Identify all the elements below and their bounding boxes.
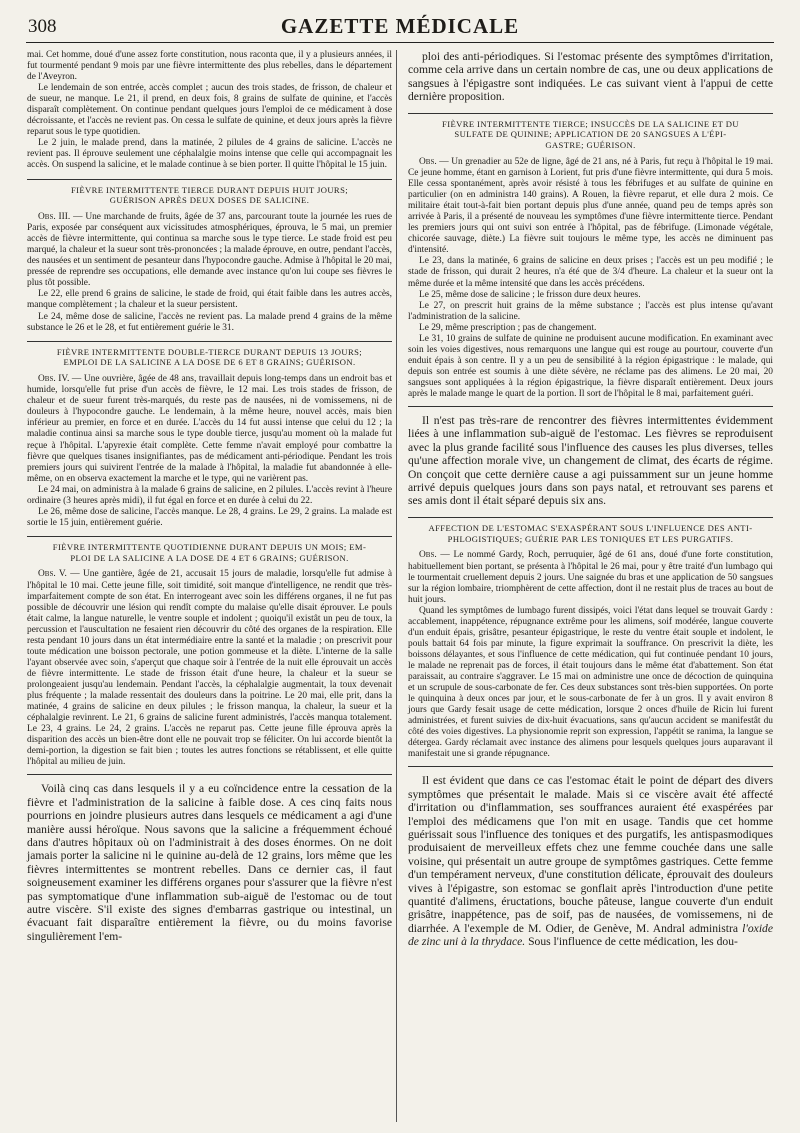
- observation: [27, 374, 392, 484]
- separator-rule: [408, 766, 773, 767]
- italic-text: l'oxide de zinc uni à la thrydace.: [408, 921, 773, 949]
- observation-text: — Une marchande de fruits, âgée de 37 ans, parcourant toute la journée les rues de Paris, exposée par conséquent aux vicissitudes atmosphériques, éprouva, le 5 mai, un premier accès de fièvre intermittente, qui continua sa marche sous le type tierce. Le stade froid est peu marqué, la chaleur et la sueur sont très-prononcées ; la malade éprouve, en outre, pendant l'accès, des nausées et un sentiment de pesanteur dans l'hypocondre gauche. Admise à l'hôpital le 20 mai, pressée de reprendre ses occupations, elle demande avec instance qu'on lui coupe ses fièvres le plus tôt possible.: [27, 212, 392, 289]
- paragraph: Le 27, on prescrit huit grains de la même substance ; l'accès est plus intense qu'avant l'administration de la salicine.: [408, 300, 773, 322]
- paragraph: Il n'est pas très-rare de rencontrer des fièvres intermittentes évidemment liées à une inflammation sub-aiguë de l'estomac. Les fièvres se reproduisent avec la plus grande facilité sous l'influence des causes les plus diverses, telles qu'une affection morale vive, un changement de climat, des écarts de régime. On conçoit que cette dernière cause a agi puissamment sur un jeune homme arrivé depuis quelques jours dans son pays natal, et retrouvant ses parens et ses amis dont il était séparé depuis six ans.: [408, 414, 773, 508]
- section-heading: [27, 179, 392, 207]
- observation-label: Obs. III.: [38, 212, 71, 223]
- page-number: 308: [28, 16, 57, 37]
- paragraph: Le 29, même prescription ; pas de changement.: [419, 322, 597, 333]
- paragraph-text: Il est évident que dans ce cas l'estomac était le point de départ des divers symptômes que présentait le malade. Mais si ce viscère avait été affecté d'irritation ou d'inflammation, ses souffrances auraient été exaspérées par l'emploi des médicamens que l'on mit en usage. Tandis que cet homme guérissait sous l'influence des toniques et des purgatifs, les antispasmodiques produisaient de merveilleux effets chez une femme couchée dans une salle voisine, qui présentait un autre groupe de symptômes gastriques. Cette femme d'un tempérament nerveux, d'une constitution délicate, éprouvait des douleurs vives à l'épigastre, son estomac se gonflait après l'introduction d'une petite quantité d'alimens, éructations, bouche pâteuse, langue couverte d'un enduit grisâtre, inappétence, pas de soif, pas de nausées, de vomissemens, ni de diarrhée. A l'exemple de M. Odier, de Genève, M. Andral administra: [408, 774, 773, 935]
- observation-label: Obs. IV.: [38, 374, 70, 385]
- paragraph: ploi des anti-périodiques. Si l'estomac présente des symptômes d'irritation, comme cela arrive dans un certain nombre de cas, une ou deux applications de sangsues à l'épigastre sont indiquées. Le cas suivant vient à l'appui de cette dernière proposition.: [408, 50, 773, 104]
- header-rule: [26, 42, 774, 43]
- masthead-title: GAZETTE MÉDICALE: [280, 14, 520, 38]
- heading-line: FIÈVRE INTERMITTENTE TIERCE DURANT DEPUIS HUIT JOURS;: [70, 184, 349, 195]
- separator-rule: [408, 406, 773, 407]
- paragraph: Le 31, 10 grains de sulfate de quinine ne produisent aucune modification. En examinant avec soin les voies digestives, nous remarquons une langue qui est rouge au pourtour, couverte d'un enduit épais à son centre. Il y a un peu de sensibilité à la région épigastrique : le malade, qui depuis son entrée est soumis à une diète sévère, ne réclame pas des alimens. Le 20 mai, 20 sangsues sont appliquées à la région épigastrique, la fièvre disparaît entièrement. Deux jours après le malade mange le quart de la portion. Il sort de l'hôpital le 8 mai, parfaitement guéri.: [408, 333, 773, 399]
- heading-line: GUÉRISON APRÈS DEUX DOSES DE SALICINE.: [109, 195, 310, 206]
- right-column: [408, 50, 773, 949]
- heading-line: GASTRE; GUÉRISON.: [545, 140, 636, 151]
- page-header: [26, 14, 774, 38]
- section-heading: [27, 341, 392, 369]
- heading-line: EMPLOI DE LA SALICINE A LA DOSE DE 6 ET 8 GRAINS; GUÉRISON.: [63, 357, 356, 368]
- separator-rule: [27, 774, 392, 775]
- observation: [408, 157, 773, 256]
- observation-label: Obs.: [419, 157, 437, 168]
- heading-line: PLOI DE LA SALICINE A LA DOSE DE 4 ET 6 GRAINS; GUÉRISON.: [70, 552, 349, 563]
- paragraph: Le 26, même dose de salicine, l'accès manque. Le 28, 4 grains. Le 29, 2 grains. La malade est sortie le 15 juin, entièrement guérie.: [27, 506, 392, 528]
- section-heading: [27, 536, 392, 564]
- observation-text: — Une ouvrière, âgée de 48 ans, travaillait depuis long-temps dans un endroit bas et humide, lorsqu'elle fut prise d'un accès de fièvre, le 12 mai. Les trois stades de frisson, de chaleur et de sueur furent très-marqués, du reste pas de nausées, ni de vomissemens, ni de douleurs à l'hypocondre gauche. Le lendemain, à la même heure, nouvel accès, mais bien inférieur au premier, en force et en durée. L'accès du 14 fut aussi intense que celui du 12 ; la maladie continua ainsi sa marche sous le type double tierce, jusqu'au moment où la malade fut reçue à l'hôpital. L'apyrexie était complète. Cette femme n'avait employé pour combattre la fièvre que quelques tisanes insignifiantes, pas de médicament anti-périodique. Pendant les trois premiers jours qui suivirent l'entrée de la malade à l'hôpital, la maladie fut abandonnée à elle-même, on en observa exactement la marche et le type, qui ne varièrent pas.: [27, 374, 393, 484]
- commentary: [408, 774, 773, 948]
- paragraph: Quand les symptômes de lumbago furent dissipés, voici l'état dans lequel se trouvait Gardy : accablement, inappétence, répugnance extrême pour les alimens, soif modérée, langue couverte d'un enduit épais, grisâtre, pesanteur épigastrique, le reste du ventre était souple et indolent, le pouls battait 64 fois par minute, la figure exprimait la souffrance. On prescrivit la diète, les boissons délayantes, et sous l'influence de cette médication, qui fut continuée pendant 10 jours, le malade ne reprenait pas de forces, il était toujours dans le même état d'abattement. Son état paraissait, au contraire s'aggraver. Le 15 mai on administre une once de décoction de quinquina et un scrupule de sous-carbonate de fer. Ces deux substances sont très-bien supportées. On porte le quinquina à deux onces par jour, et le sous-carbonate de fer à un gros. Il y avait environ 8 jours que Gardy fesait usage de cette médication, lorsque 2 onces d'huile de Ricin lui furent administrées, et furent suivies de dix-huit évacuations, sans qu'aucun accident se manifestât du côté des voies digestives. La physionomie reprit son expression, l'appétit se ranima, la langue se détergea. Gardy réclamait avec instance des alimens pour lesquels quelques jours auparavant il manifestait une si grande répugnance.: [408, 605, 773, 760]
- left-column: [27, 50, 392, 943]
- paragraph: Le lendemain de son entrée, accès complet ; aucun des trois stades, de frisson, de chaleur et de sueur, ne manque. Le 21, il prend, en deux fois, 8 grains de sulfate de quinine, et l'accès disparaît complètement. On continue pendant quelques jours l'emploi de ce médicament à dose décroissante, et l'accès ne revient pas. On cessa le sulfate de quinine, et deux jours après la fièvre reparut sous le type quotidien.: [27, 83, 392, 138]
- paragraph: Le 2 juin, le malade prend, dans la matinée, 2 pilules de 4 grains de salicine. L'accès ne revient pas. Il éprouve seulement une céphalalgie moins intense que celle qui accompagnait les accès. On suspend la salicine, et le malade continue à se bien porter. Il quitte l'hôpital le 15 juin.: [27, 138, 392, 171]
- observation-text: — Le nommé Gardy, Roch, perruquier, âgé de 61 ans, doué d'une forte constitution, habituellement bien portant, se présenta à l'hôpital le 26 mai, pour y être traité d'un lumbago qui le tourmentait cruellement depuis 2 jours. Une saignée du bras et une application de 50 sangsues sur la région lombaire, triomphèrent de cette affection, dont il ne restait plus de traces au bout de huit jours.: [408, 550, 773, 605]
- observation: [27, 569, 392, 768]
- observation: [27, 212, 392, 289]
- commentary: [408, 50, 773, 104]
- paragraph: Le 24, même dose de salicine, l'accès ne revient pas. La malade prend 4 grains de la même substance le 26 et le 28, et fut entièrement guérie le 31.: [27, 311, 392, 333]
- paragraph: Voilà cinq cas dans lesquels il y a eu coïncidence entre la cessation de la fièvre et l'administration de la salicine à faible dose. A ces cinq faits nous pourrions en joindre plusieurs autres dans lesquels ce médicament a agi d'une manière aussi héroïque. Nous savons que la salicine a fréquemment échoué dans d'autres hôpitaux où on l'administrait à des doses énormes. On ne doit jamais porter la salicine ni le quinine au-delà de 12 grains, lors même que les fièvres intermittentes se montrent rebelles. Dans ce dernier cas, il faut soigneusement examiner les différens organes pour s'assurer que la fièvre n'est pas symptomatique d'une inflammation sub-aiguë de l'estomac ou de tout autre viscère. S'il existe des signes d'embarras gastrique ou intestinal, un évacuant fait disparaître entièrement la fièvre, ou du moins favorise singulièrement l'em-: [27, 782, 392, 943]
- paragraph-text: Sous l'influence de cette médication, les dou-: [525, 935, 738, 949]
- heading-line: FIÈVRE INTERMITTENTE DOUBLE-TIERCE DURANT DEPUIS 13 JOURS;: [56, 346, 363, 357]
- paragraph: Le 24 mai, on administra à la malade 6 grains de salicine, en 2 pilules. L'accès revint à l'heure ordinaire (3 heures après midi), il fut égal en force et en durée à celui du 22.: [27, 484, 392, 506]
- observation-text: — Une gantière, âgée de 21, accusait 15 jours de maladie, lorsqu'elle fut admise à l'hôpital le 10 mai. Cette jeune fille, soit timidité, soit manque d'intelligence, ne rendit que très-imparfaitement compte de son état. En interrogeant avec soin les différens organes, il ne fut pas possible de découvrir une lésion qui rendît compte du malaise qu'elle disait éprouver. Le pouls était calme, la langue naturelle, le ventre souple et indolent ; quoiqu'il existât un peu de toux, la percussion et l'auscultation ne fesaient rien découvrir du côté des organes de la respiration. Elle resta pendant 10 jours dans un état intermédiaire entre la santé et la maladie ; on prescrivit pour toute médication une boisson pectorale, une potion gommeuse et la diète. L'interne de la salle l'ayant observée avec soin, s'aperçut que chaque soir à l'entrée de la nuit elle éprouvait un accès de fièvre intermittente. Le stade de frisson était d'une heure, la chaleur et la sueur se prolongeaient jusqu'au lendemain. Pendant l'accès, la céphalalgie augmentait, la toux devenait plus fréquente ; la malade ressentait des douleurs dans la poitrine. Le 20 mai, elle prit, dans la matinée, 4 grains de salicine en deux pilules ; le frisson manqua, la chaleur, la sueur et la céphalalgie revinrent. Le 21, 6 grains de salicine furent administrés, l'accès manqua totalement. Le 23, 4 grains. Le 24, 2 grains. L'accès ne reparut pas. Cette jeune fille éprouva après la disparition des accès un bien-être dont elle ne pouvait trop se féliciter. On lui accorde bientôt la demi-portion, la digestion se fait bien ; toutes les autres fonctions se rétablissent, et elle quitte l'hôpital au milieu de juin.: [27, 569, 392, 768]
- paragraph: Le 22, elle prend 6 grains de salicine, le stade de froid, qui était faible dans les autres accès, manque complètement ; la chaleur et la sueur persistent.: [27, 289, 392, 311]
- commentary: [408, 414, 773, 508]
- heading-line: AFFECTION DE L'ESTOMAC S'EXASPÉRANT SOUS L'INFLUENCE DES ANTI-: [428, 522, 753, 533]
- paragraph: [408, 774, 773, 948]
- section-heading: [408, 113, 773, 151]
- observation-text: — Un grenadier au 52e de ligne, âgé de 21 ans, né à Paris, fut reçu à l'hôpital le 19 mai. Ce jeune homme, étant en garnison à Lorient, fut pris d'une fièvre intermittente, qui dura 5 mois. Elle cessa spontanément, après avoir résisté à tous les fébrifuges et au sulfate de quinine en particulier (on en administra 140 grains). A Rouen, la fièvre reparut, et elle dura 2 mois. Ce militaire était tout-à-fait bien portant depuis plus d'une année, quand peu de temps après son arrivée à Paris, il a présenté de nouveau les symptômes d'une fièvre intermittente tierce. Pendant les premiers jours qui ont suivi son entrée à l'hôpital, pas de fébrifuge. (Limonade végétale, chicorée sauvage, diète.) La fièvre suit toujours le même type, les accès ne diminuent pas d'intensité.: [408, 157, 773, 256]
- observation-label: Obs. V.: [38, 569, 67, 580]
- section-heading: [408, 517, 773, 545]
- heading-line: FIÈVRE INTERMITTENTE QUOTIDIENNE DURANT DEPUIS UN MOIS; EM-: [52, 541, 367, 552]
- column-divider: [396, 50, 397, 1122]
- heading-line: FIÈVRE INTERMITTENTE TIERCE; INSUCCÈS DE LA SALICINE ET DU: [442, 118, 739, 129]
- heading-line: SULFATE DE QUININE; APPLICATION DE 20 SANGSUES A L'ÉPI-: [454, 129, 727, 140]
- paragraph: mai. Cet homme, doué d'une assez forte constitution, nous raconta que, il y a plusieurs années, il fut tourmenté pendant 9 mois par une fièvre intermittente des plus rebelles, dans le département de l'Aveyron.: [27, 50, 392, 83]
- paragraph: Le 23, dans la matinée, 6 grains de salicine en deux prises ; l'accès est un peu modifié ; le stade de frisson, qui durait 2 heures, n'a été que de 3/4 d'heure. La chaleur et la sueur ont la même durée et la même intensité que dans les accès précédens.: [408, 256, 773, 289]
- heading-line: PHLOGISTIQUES; GUÉRIE PAR LES TONIQUES ET LES PURGATIFS.: [447, 533, 734, 544]
- observation-label: Obs.: [419, 550, 437, 561]
- commentary: [27, 782, 392, 943]
- observation: [408, 550, 773, 605]
- paragraph: Le 25, même dose de salicine ; le frisson dure deux heures.: [419, 289, 641, 300]
